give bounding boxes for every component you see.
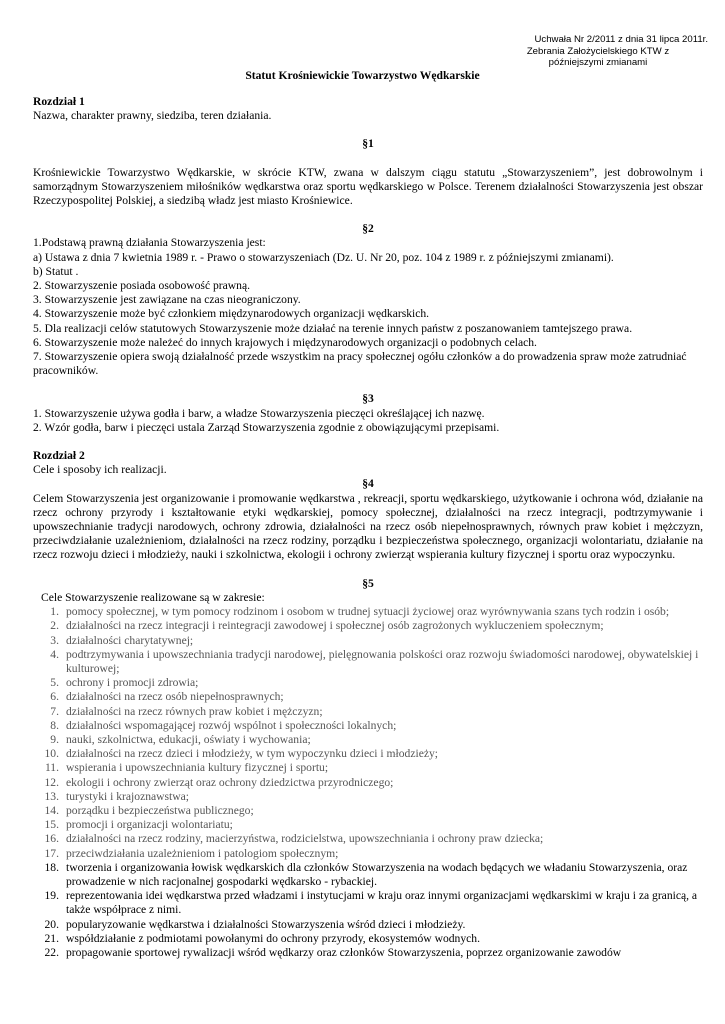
section-3-line: 2. Wzór godła, barw i pieczęci ustala Zarząd Stowarzyszenia zgodnie z obowiązującymi przepisami. [33, 420, 500, 434]
goal-list-item [33, 634, 703, 648]
goal-list-item [33, 847, 703, 861]
goal-list-item [33, 705, 703, 719]
goal-item-text: propagowanie sportowej rywalizacji wśród wędkarzy oraz członków Stowarzyszenia, poprzez organizowanie zawodów [66, 945, 622, 959]
section-3-heading: §3 [362, 392, 374, 406]
section-4-text: Celem Stowarzyszenia jest organizowanie i promowanie wędkarstwa , rekreacji, sportu wędkarskiego, użytkowanie i ochrona wód, działanie na rzecz ochrony przyrody i kształtowanie etyki wędkarskiej, pomocy społecznej, działalności na rzecz integracji, podtrzymywanie i upowszechnianie tradycji narodowych, ochrony zdrowia, działalności na rzecz osób niepełnosprawnych, równych praw kobiet i mężczyzn, przeciwdziałanie uzależnieniom, działalności na rzecz rodziny, porządku i bezpieczeństwa społecznego, organizacji wolontariatu, działanie na rzecz rozwoju dzieci i młodzieży, nauki i szkolnictwa, ekologii i ochrony zwierząt wspierania kultury fizycznej i sportu oraz wypoczynku. [33, 491, 703, 562]
section-2-line: 2. Stowarzyszenie posiada osobowość prawną. [33, 279, 251, 293]
section-2-line: 5. Dla realizacji celów statutowych Stowarzyszenie może działać na terenie innych państw z poszanowaniem tamtejszego prawa. [33, 321, 633, 335]
goal-list-item [33, 605, 703, 619]
goal-item-number: 20. [44, 917, 59, 931]
section-1-text: Krośniewickie Towarzystwo Wędkarskie, w skrócie KTW, zwana w dalszym ciągu statutu „Stowarzyszeniem”, jest dobrowolnym i samorządnym Stowarzyszeniem miłośników wędkarstwa oraz sportu wędkarskiego w Polsce. Terenem działalności Stowarzyszenia jest obszar Rzeczypospolitej Polskiej, a siedzibą władz jest miasto Krośniewice. [33, 165, 703, 208]
goal-list-item [33, 676, 703, 690]
goal-list-item [33, 761, 703, 775]
goal-item-number: 5. [50, 676, 59, 690]
goal-item-text: działalności charytatywnej; [66, 633, 194, 647]
goal-item-number: 6. [50, 690, 59, 704]
goal-item-number: 21. [44, 931, 59, 945]
goal-item-number: 17. [44, 846, 59, 860]
goal-item-number: 16. [44, 832, 59, 846]
goal-list-item [33, 918, 703, 932]
goal-item-text: promocji i organizacji wolontariatu; [66, 818, 233, 832]
goal-item-text: ochrony i promocji zdrowia; [66, 676, 199, 690]
section-3-line: 1. Stowarzyszenie używa godła i barw, a władze Stowarzyszenia pieczęci określającej ich nazwę. [33, 406, 485, 420]
chapter-2-subtitle: Cele i sposoby ich realizacji. [33, 463, 167, 477]
document-body [33, 95, 703, 960]
section-2-heading: §2 [362, 222, 374, 236]
goal-item-number: 1. [50, 605, 59, 619]
goal-item-number: 13. [44, 789, 59, 803]
goal-list-item [33, 747, 703, 761]
goal-item-text: działalności na rzecz integracji i reintegracji zawodowej i społecznej osób zagrożonych wykluczeniem społecznym; [66, 619, 604, 633]
goal-list-item [33, 733, 703, 747]
goal-list-item [33, 719, 703, 733]
section-2-line: 1.Podstawą prawną działania Stowarzyszenia jest: [33, 236, 266, 250]
goal-item-text: przeciwdziałania uzależnieniom i patologiom społecznym; [66, 846, 339, 860]
section-2-line: 7. Stowarzyszenie opiera swoją działalność przede wszystkim na pracy społecznej ogółu członków a do prowadzenia spraw może zatrudniać pracowników. [33, 350, 687, 378]
chapter-1-subtitle: Nazwa, charakter prawny, siedziba, teren działania. [33, 109, 272, 123]
goal-list-item [33, 619, 703, 633]
goal-item-text: podtrzymywania i upowszechniania tradycji narodowej, pielęgnowania polskości oraz rozwoju świadomości narodowej, obywatelskiej i kulturowej; [66, 647, 699, 675]
section-5-intro: Cele Stowarzyszenie realizowane są w zakresie: [41, 590, 265, 604]
goal-item-number: 8. [50, 718, 59, 732]
goal-list-item [33, 690, 703, 704]
section-2-line: 4. Stowarzyszenie może być członkiem międzynarodowych organizacji wędkarskich. [33, 307, 430, 321]
goal-list-item [33, 804, 703, 818]
goal-list-item [33, 861, 703, 889]
goal-item-number: 2. [50, 619, 59, 633]
goal-list-item [33, 776, 703, 790]
goal-item-text: tworzenia i organizowania łowisk wędkarskich dla członków Stowarzyszenia na wodach będących we władaniu Stowarzyszenia, oraz prowadzenie w nich racjonalnej gospodarki wędkarsko - rybackiej. [66, 860, 688, 888]
goal-list-item [33, 946, 703, 960]
goal-list-item [33, 889, 703, 917]
goal-item-text: turystyki i krajoznawstwa; [66, 789, 189, 803]
goal-item-text: działalności na rzecz równych praw kobiet i mężczyzn; [66, 704, 323, 718]
goal-item-text: popularyzowanie wędkarstwa i działalności Stowarzyszenia wśród dzieci i młodzieży. [66, 917, 466, 931]
goal-item-text: działalności na rzecz dzieci i młodzieży, w tym wypoczynku dzieci i młodzieży; [66, 747, 439, 761]
goal-item-number: 14. [44, 803, 59, 817]
goal-item-text: wspierania i upowszechniania kultury fizycznej i sportu; [66, 761, 329, 775]
section-4-heading: §4 [362, 477, 374, 491]
chapter-1-heading: Rozdział 1 [33, 95, 85, 108]
goal-item-number: 12. [44, 775, 59, 789]
resolution-note [448, 34, 708, 69]
goal-item-text: działalności na rzecz rodziny, macierzyństwa, rodzicielstwa, upowszechniania i ochrony praw dziecka; [66, 832, 544, 846]
goal-item-text: reprezentowania idei wędkarstwa przed władzami i instytucjami w kraju oraz innymi organizacjami wędkarskimi w kraju i za granicą, a także współprace z nimi. [66, 889, 698, 917]
goal-list-item [33, 648, 703, 676]
goal-item-text: ekologii i ochrony zwierząt oraz ochrony dziedzictwa przyrodniczego; [66, 775, 394, 789]
goal-list-item [33, 818, 703, 832]
goal-list-item [33, 790, 703, 804]
section-2-line: a) Ustawa z dnia 7 kwietnia 1989 r. - Prawo o stowarzyszeniach (Dz. U. Nr 20, poz. 104 z 1989 r. z późniejszymi zmianami). [33, 250, 614, 264]
goal-item-text: współdziałanie z podmiotami powołanymi do ochrony przyrody, ekosystemów wodnych. [66, 931, 480, 945]
goal-item-text: działalności wspomagającej rozwój wspólnot i społeczności lokalnych; [66, 718, 397, 732]
resolution-note-line-3: późniejszymi zmianami [548, 57, 648, 69]
goal-item-number: 7. [50, 704, 59, 718]
section-2-line: b) Statut . [33, 264, 79, 278]
section-1-heading: §1 [362, 137, 374, 151]
chapter-2-heading: Rozdział 2 [33, 449, 85, 463]
goal-item-number: 18. [44, 860, 59, 874]
goal-item-number: 4. [50, 647, 59, 661]
goal-item-number: 11. [44, 761, 59, 775]
goal-list-item [33, 932, 703, 946]
goals-list [33, 605, 703, 960]
goal-item-number: 15. [44, 818, 59, 832]
goal-item-text: nauki, szkolnictwa, edukacji, oświaty i wychowania; [66, 732, 311, 746]
resolution-note-line-1: Uchwała Nr 2/2011 z dnia 31 lipca 2011r. [534, 34, 708, 45]
section-5-heading: §5 [362, 576, 374, 590]
goal-item-number: 10. [44, 747, 59, 761]
goal-item-text: działalności na rzecz osób niepełnosprawnych; [66, 690, 284, 704]
goal-item-text: porządku i bezpieczeństwa publicznego; [66, 803, 254, 817]
section-2-line: 6. Stowarzyszenie może należeć do innych krajowych i międzynarodowych organizacji o podobnych celach. [33, 335, 537, 349]
resolution-note-line-2: Zebrania Założycielskiego KTW z [526, 45, 670, 57]
goal-list-item [33, 832, 703, 846]
goal-item-text: pomocy społecznej, w tym pomocy rodzinom i osobom w trudnej sytuacji życiowej oraz wyrównywania szans tych rodzin i osób; [66, 605, 670, 619]
goal-item-number: 22. [44, 945, 59, 959]
goal-item-number: 19. [44, 889, 59, 903]
document-title: Statut Krośniewickie Towarzystwo Wędkarskie [245, 69, 480, 82]
section-2-line: 3. Stowarzyszenie jest zawiązane na czas nieograniczony. [33, 293, 301, 307]
goal-item-number: 9. [50, 732, 59, 746]
goal-item-number: 3. [50, 633, 59, 647]
